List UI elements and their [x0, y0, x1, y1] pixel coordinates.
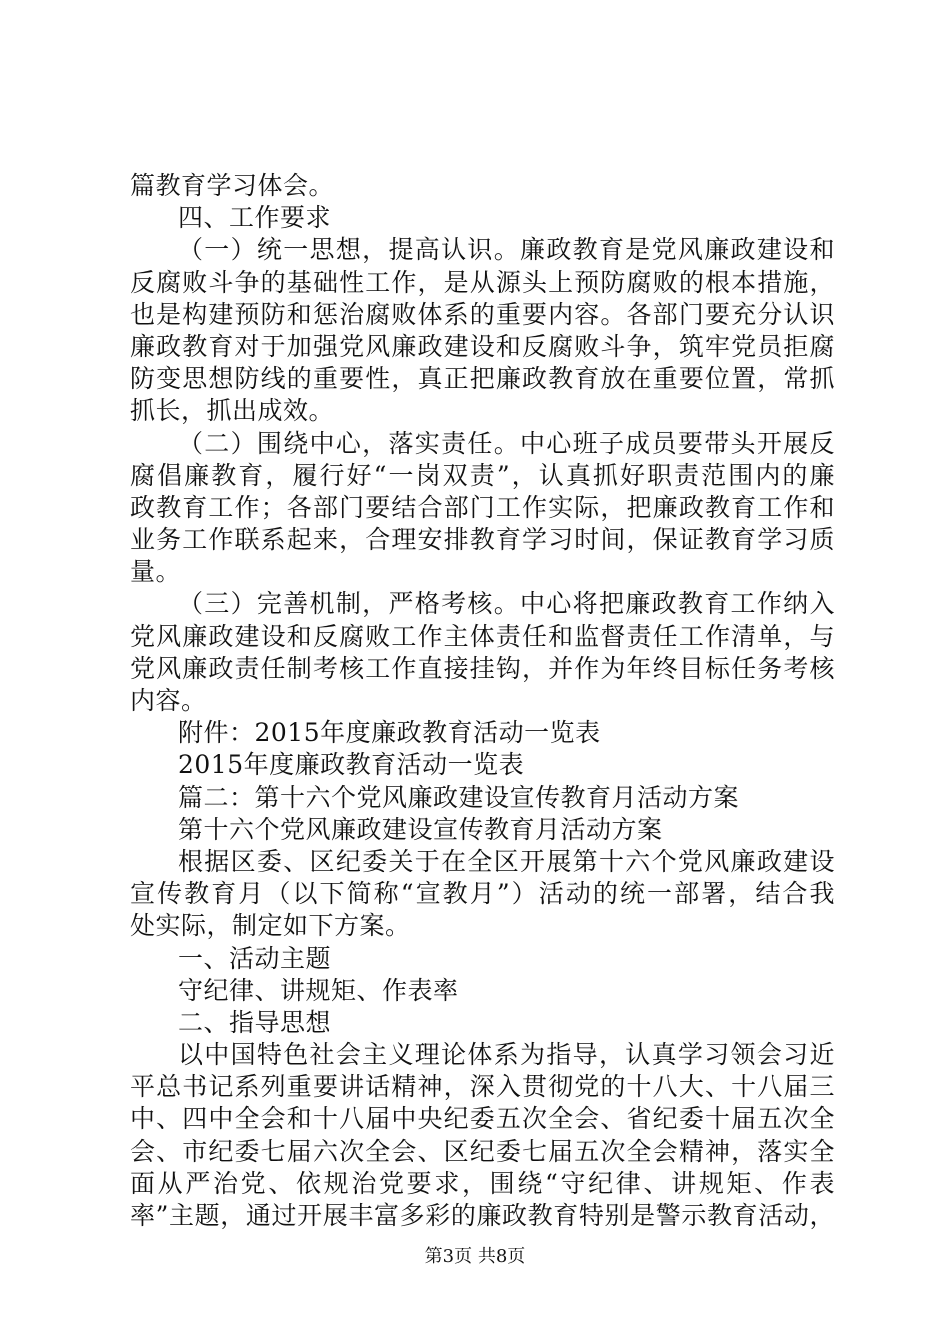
text-line: 抓长，抓出成效。 [130, 396, 335, 426]
text-line: 也是构建预防和惩治腐败体系的重要内容。各部门要充分认识 [130, 299, 835, 329]
text-line: 篇二：第十六个党风廉政建设宣传教育月活动方案 [178, 782, 740, 812]
text-line: 中、四中全会和十八届中央纪委五次全会、省纪委十届五次全 [130, 1104, 835, 1134]
text-line: 宣传教育月（以下简称“宣教月”）活动的统一部署，结合我 [130, 879, 835, 909]
text-line: 2015年度廉政教育活动一览表 [178, 750, 525, 780]
text-line: 防变思想防线的重要性，真正把廉政教育放在重要位置，常抓 [130, 364, 835, 394]
text-line: 党风廉政建设和反腐败工作主体责任和监督责任工作清单，与 [130, 621, 835, 651]
page-number-footer: 第3页 共8页 [424, 1246, 526, 1267]
text-line: （三）完善机制，严格考核。中心将把廉政教育工作纳入 [178, 589, 835, 619]
text-line: 党风廉政责任制考核工作直接挂钩，并作为年终目标任务考核 [130, 653, 835, 683]
text-line: 第十六个党风廉政建设宣传教育月活动方案 [178, 814, 663, 844]
text-line: 内容。 [130, 686, 207, 715]
text-line: （一）统一思想，提高认识。廉政教育是党风廉政建设和 [178, 235, 835, 265]
text-line: 率”主题，通过开展丰富多彩的廉政教育特别是警示教育活动， [130, 1201, 835, 1230]
text-line: 四、工作要求 [178, 203, 332, 233]
text-line: 处实际，制定如下方案。 [130, 911, 411, 941]
text-line: 业务工作联系起来，合理安排教育学习时间，保证教育学习质 [130, 525, 835, 555]
text-line: 以中国特色社会主义理论体系为指导，认真学习领会习近 [178, 1040, 835, 1070]
text-line: 平总书记系列重要讲话精神，深入贯彻党的十八大、十八届三 [130, 1072, 835, 1102]
text-line: 反腐败斗争的基础性工作，是从源头上预防腐败的根本措施， [130, 267, 835, 297]
text-line: 廉政教育对于加强党风廉政建设和反腐败斗争，筑牢党员拒腐 [130, 331, 835, 361]
text-line: 一、活动主题 [178, 943, 332, 973]
text-line: 腐倡廉教育，履行好“一岗双责”，认真抓好职责范围内的廉 [130, 460, 835, 490]
text-line: 政教育工作；各部门要结合部门工作实际，把廉政教育工作和 [130, 492, 835, 522]
text-line: 量。 [130, 557, 182, 587]
text-line: 附件：2015年度廉政教育活动一览表 [178, 718, 601, 748]
text-line: 面从严治党、依规治党要求，围绕“守纪律、讲规矩、作表 [130, 1168, 835, 1198]
text-line: 二、指导思想 [178, 1007, 332, 1037]
document-body [130, 170, 835, 1232]
text-line: （二）围绕中心，落实责任。中心班子成员要带头开展反 [178, 428, 835, 458]
text-line: 守纪律、讲规矩、作表率 [178, 975, 459, 1005]
text-line: 根据区委、区纪委关于在全区开展第十六个党风廉政建设 [178, 846, 835, 876]
text-line: 会、市纪委七届六次全会、区纪委七届五次全会精神，落实全 [130, 1136, 835, 1166]
text-line: 篇教育学习体会。 [130, 171, 335, 200]
